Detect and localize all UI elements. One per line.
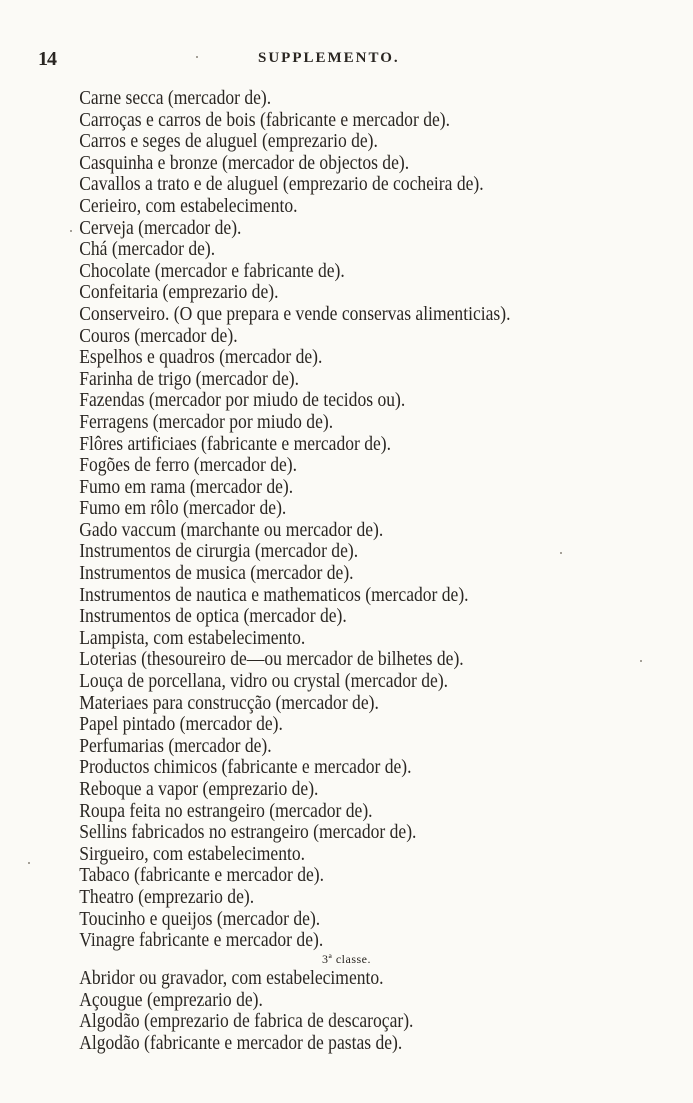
running-title: SUPPLEMENTO. [258, 50, 400, 66]
trade-entry: Cerveja (mercador de). [79, 217, 242, 239]
trade-entry: Fumo em rôlo (mercador de). [79, 498, 287, 520]
paper-speck [28, 862, 30, 864]
trade-entry: Conserveiro. (O que prepara e vende conservas alimenticias). [79, 303, 511, 325]
trade-entry: Perfumarias (mercador de). [79, 735, 272, 757]
trade-entry: Instrumentos de nautica e mathematicos (mercador de). [79, 584, 469, 606]
trade-list-second-class [0, 968, 693, 1054]
trade-entry: Couros (mercador de). [79, 325, 238, 347]
trade-entry: Materiaes para construcção (mercador de). [79, 692, 379, 714]
trade-entry: Ferragens (mercador por miudo de). [79, 411, 334, 433]
trade-entry: Productos chimicos (fabricante e mercador de). [79, 757, 412, 779]
trade-entry: Vinagre fabricante e mercador de). [79, 930, 324, 952]
trade-entry: Instrumentos de optica (mercador de). [79, 606, 347, 628]
trade-entry: Papel pintado (mercador de). [79, 714, 283, 736]
section-heading: 3ª classe. [322, 952, 371, 966]
trade-entry: Gado vaccum (marchante ou mercador de). [79, 519, 384, 541]
trade-entry: Loterias (thesoureiro de—ou mercador de bilhetes de). [79, 649, 464, 671]
trade-entry: Sirgueiro, com estabelecimento. [79, 843, 306, 865]
paper-speck [196, 56, 198, 58]
trade-entry: Sellins fabricados no estrangeiro (mercador de). [79, 822, 417, 844]
trade-entry: Louça de porcellana, vidro ou crystal (mercador de). [79, 671, 449, 693]
trade-entry: Carroças e carros de bois (fabricante e mercador de). [79, 109, 450, 131]
trade-entry: Algodão (emprezario de fabrica de descaroçar). [79, 1011, 414, 1033]
page-header [0, 44, 693, 68]
trade-entry: Espelhos e quadros (mercador de). [79, 347, 323, 369]
trade-entry: Carne secca (mercador de). [79, 88, 272, 109]
trade-entry: Cavallos a trato e de aluguel (emprezario de cocheira de). [79, 174, 484, 196]
trade-entry: Casquinha e bronze (mercador de objectos de). [79, 152, 410, 174]
trade-entry: Fumo em rama (mercador de). [79, 476, 294, 498]
paper-speck [640, 660, 642, 662]
trade-entry: Lampista, com estabelecimento. [79, 627, 306, 649]
paper-speck [560, 552, 562, 554]
page-number: 14 [38, 48, 56, 70]
trade-entry: Flôres artificiaes (fabricante e mercador de). [79, 433, 392, 455]
trade-entry: Chocolate (mercador e fabricante de). [79, 260, 345, 282]
trade-entry: Cerieiro, com estabelecimento. [79, 195, 298, 217]
trade-entry: Toucinho e queijos (mercador de). [79, 908, 321, 930]
trade-entry: Theatro (emprezario de). [79, 886, 255, 908]
trade-entry: Tabaco (fabricante e mercador de). [79, 865, 325, 887]
trade-entry: Roupa feita no estrangeiro (mercador de). [79, 800, 373, 822]
trade-entry: Algodão (fabricante e mercador de pastas de). [79, 1032, 403, 1054]
trade-entry: Carros e seges de aluguel (emprezario de). [79, 131, 378, 153]
trade-entry: Reboque a vapor (emprezario de). [79, 779, 319, 800]
trade-entry: Chá (mercador de). [79, 239, 216, 261]
trade-entry: Instrumentos de cirurgia (mercador de). [79, 541, 359, 563]
trade-entry: Fazendas (mercador por miudo de tecidos ou). [79, 390, 406, 412]
trade-entry: Fogões de ferro (mercador de). [79, 455, 298, 477]
trade-list [0, 88, 693, 952]
trade-entry: Instrumentos de musica (mercador de). [79, 563, 354, 585]
trade-entry: Farinha de trigo (mercador de). [79, 368, 299, 390]
trade-entry: Abridor ou gravador, com estabelecimento. [79, 968, 384, 989]
trade-entry: Açougue (emprezario de). [79, 989, 263, 1011]
paper-speck [70, 230, 72, 232]
trade-entry: Confeitaria (emprezario de). [79, 282, 279, 304]
